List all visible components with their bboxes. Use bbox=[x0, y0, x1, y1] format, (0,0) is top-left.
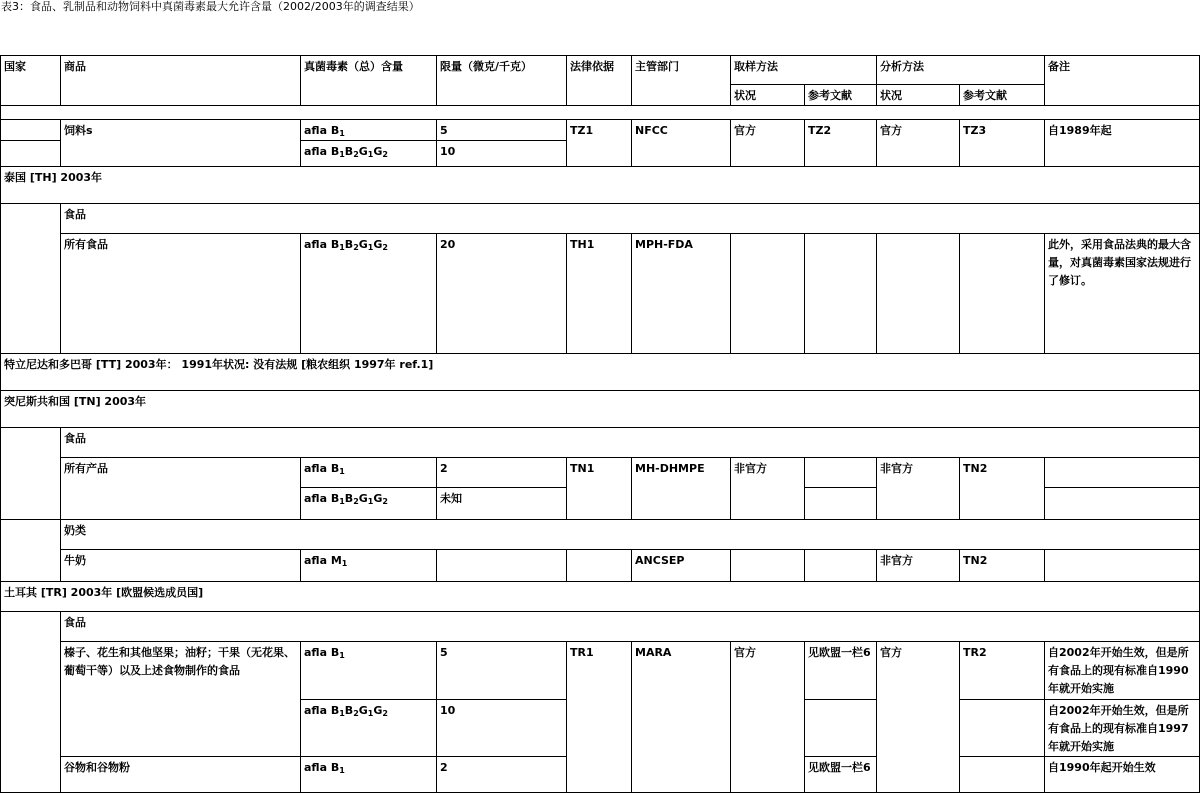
tr-analysis-ref-1: TR2 bbox=[960, 642, 1045, 700]
tn-toxin-1: afla $B_1$ bbox=[301, 458, 437, 488]
header-mycotoxin: 真菌毒素（总）含量 bbox=[301, 56, 437, 106]
tr-analysis-status: 官方 bbox=[877, 642, 960, 793]
tr-sampling-status: 官方 bbox=[731, 642, 805, 793]
header-remarks: 备注 bbox=[1045, 56, 1200, 106]
tn-sampling-ref-1 bbox=[805, 458, 877, 488]
tr-toxin-2: afla $B_1B_2G_1G_2$ bbox=[301, 700, 437, 757]
tz-limit-1: 5 bbox=[437, 120, 567, 141]
tn-country-cell-dairy bbox=[1, 520, 61, 582]
header-legal-basis: 法律依据 bbox=[567, 56, 632, 106]
tr-law: TR1 bbox=[567, 642, 632, 793]
tn-limit-1: 2 bbox=[437, 458, 567, 488]
th-section-food: 食品 bbox=[61, 204, 1200, 234]
tn-limit-2: 未知 bbox=[437, 488, 567, 520]
header-analysis: 分析方法 bbox=[877, 56, 1045, 85]
th-analysis-status bbox=[877, 234, 960, 354]
tr-sampling-ref-3: 见欧盟一栏6 bbox=[805, 757, 877, 793]
tz-law: TZ1 bbox=[567, 120, 632, 167]
th-limit: 20 bbox=[437, 234, 567, 354]
header-commodity: 商品 bbox=[61, 56, 301, 106]
tn-toxin-3: afla $M_1$ bbox=[301, 550, 437, 582]
tn-section-dairy: 奶类 bbox=[61, 520, 1200, 550]
header-country: 国家 bbox=[1, 56, 61, 106]
tz-sampling-status: 官方 bbox=[731, 120, 805, 167]
mycotoxin-limits-table bbox=[0, 55, 1200, 793]
header-authority: 主管部门 bbox=[632, 56, 731, 106]
tr-sampling-ref-1: 见欧盟一栏6 bbox=[805, 642, 877, 700]
tr-country-cell bbox=[1, 612, 61, 793]
th-country-heading: 泰国 [TH] 2003年 bbox=[1, 167, 1200, 204]
tn-limit-3 bbox=[437, 550, 567, 582]
tr-remark-3: 自1990年起开始生效 bbox=[1045, 757, 1200, 793]
tz-remark: 自1989年起 bbox=[1045, 120, 1200, 167]
header-sampling-reference: 参考文献 bbox=[805, 85, 877, 106]
th-commodity: 所有食品 bbox=[61, 234, 301, 354]
table-caption: 表3：食品、乳制品和动物饲料中真菌毒素最大允许含量（2002/2003年的调查结果） bbox=[1, 0, 420, 13]
spacer-row bbox=[1, 106, 1200, 120]
tr-commodity-nuts: 榛子、花生和其他坚果；油籽；干果（无花果、葡萄干等）以及上述食物制作的食品 bbox=[61, 642, 301, 757]
th-authority: MPH-FDA bbox=[632, 234, 731, 354]
tn-remark-2 bbox=[1045, 488, 1200, 520]
tz-commodity: 饲料s bbox=[61, 120, 301, 167]
tz-authority: NFCC bbox=[632, 120, 731, 167]
tz-toxin-2: afla $B_1B_2G_1G_2$ bbox=[301, 141, 437, 167]
tz-limit-2: 10 bbox=[437, 141, 567, 167]
tn-authority: MH-DHMPE bbox=[632, 458, 731, 520]
tz-sampling-ref: TZ2 bbox=[805, 120, 877, 167]
th-law: TH1 bbox=[567, 234, 632, 354]
tr-limit-3: 2 bbox=[437, 757, 567, 793]
th-remark: 此外，采用食品法典的最大含量，对真菌毒素国家法规进行了修订。 bbox=[1045, 234, 1200, 354]
tn-sampling-status-3 bbox=[731, 550, 805, 582]
tr-remark-2: 自2002年开始生效，但是所有食品上的现有标准自1997年就开始实施 bbox=[1045, 700, 1200, 757]
tz-toxin-1: afla $B_1$ bbox=[301, 120, 437, 141]
tn-country-cell-food bbox=[1, 428, 61, 520]
th-sampling-status bbox=[731, 234, 805, 354]
th-country-cell bbox=[1, 204, 61, 354]
tn-commodity-all: 所有产品 bbox=[61, 458, 301, 520]
tn-country-heading: 突尼斯共和国 [TN] 2003年 bbox=[1, 391, 1200, 428]
tn-sampling-status: 非官方 bbox=[731, 458, 805, 520]
header-sampling: 取样方法 bbox=[731, 56, 877, 85]
header-analysis-reference: 参考文献 bbox=[960, 85, 1045, 106]
tz-analysis-ref: TZ3 bbox=[960, 120, 1045, 167]
tn-analysis-status-3: 非官方 bbox=[877, 550, 960, 582]
th-toxin: afla $B_1B_2G_1G_2$ bbox=[301, 234, 437, 354]
tr-section-food: 食品 bbox=[61, 612, 1200, 642]
tr-country-heading: 土耳其 [TR] 2003年 [欧盟候选成员国] bbox=[1, 582, 1200, 612]
tz-country-cell bbox=[1, 120, 61, 141]
tr-sampling-ref-2 bbox=[805, 700, 877, 757]
tn-remark-3 bbox=[1045, 550, 1200, 582]
tr-commodity-cereals: 谷物和谷物粉 bbox=[61, 757, 301, 793]
tr-toxin-1: afla $B_1$ bbox=[301, 642, 437, 700]
tn-law: TN1 bbox=[567, 458, 632, 520]
tr-remark-1: 自2002年开始生效，但是所有食品上的现有标准自1990年就开始实施 bbox=[1045, 642, 1200, 700]
tn-analysis-ref: TN2 bbox=[960, 458, 1045, 520]
th-sampling-ref bbox=[805, 234, 877, 354]
tn-sampling-ref-3 bbox=[805, 550, 877, 582]
tz-country-cell-2 bbox=[1, 141, 61, 167]
tr-limit-1: 5 bbox=[437, 642, 567, 700]
tn-analysis-ref-3: TN2 bbox=[960, 550, 1045, 582]
tn-section-food: 食品 bbox=[61, 428, 1200, 458]
tr-authority: MARA bbox=[632, 642, 731, 793]
tt-country-heading: 特立尼达和多巴哥 [TT] 2003年： 1991年状况: 没有法规 [粮农组织 1997年 ref.1] bbox=[1, 354, 1200, 391]
tr-analysis-ref-3 bbox=[960, 757, 1045, 793]
header-analysis-status: 状况 bbox=[877, 85, 960, 106]
tn-analysis-status: 非官方 bbox=[877, 458, 960, 520]
tn-law-3 bbox=[567, 550, 632, 582]
tz-analysis-status: 官方 bbox=[877, 120, 960, 167]
tn-commodity-milk: 牛奶 bbox=[61, 550, 301, 582]
th-analysis-ref bbox=[960, 234, 1045, 354]
tn-authority-3: ANCSEP bbox=[632, 550, 731, 582]
header-limit: 限量（微克/千克） bbox=[437, 56, 567, 106]
tr-analysis-ref-2 bbox=[960, 700, 1045, 757]
tr-toxin-3: afla $B_1$ bbox=[301, 757, 437, 793]
tn-toxin-2: afla $B_1B_2G_1G_2$ bbox=[301, 488, 437, 520]
header-sampling-status: 状况 bbox=[731, 85, 805, 106]
tn-remark-1 bbox=[1045, 458, 1200, 488]
tr-limit-2: 10 bbox=[437, 700, 567, 757]
tn-sampling-ref-2 bbox=[805, 488, 877, 520]
